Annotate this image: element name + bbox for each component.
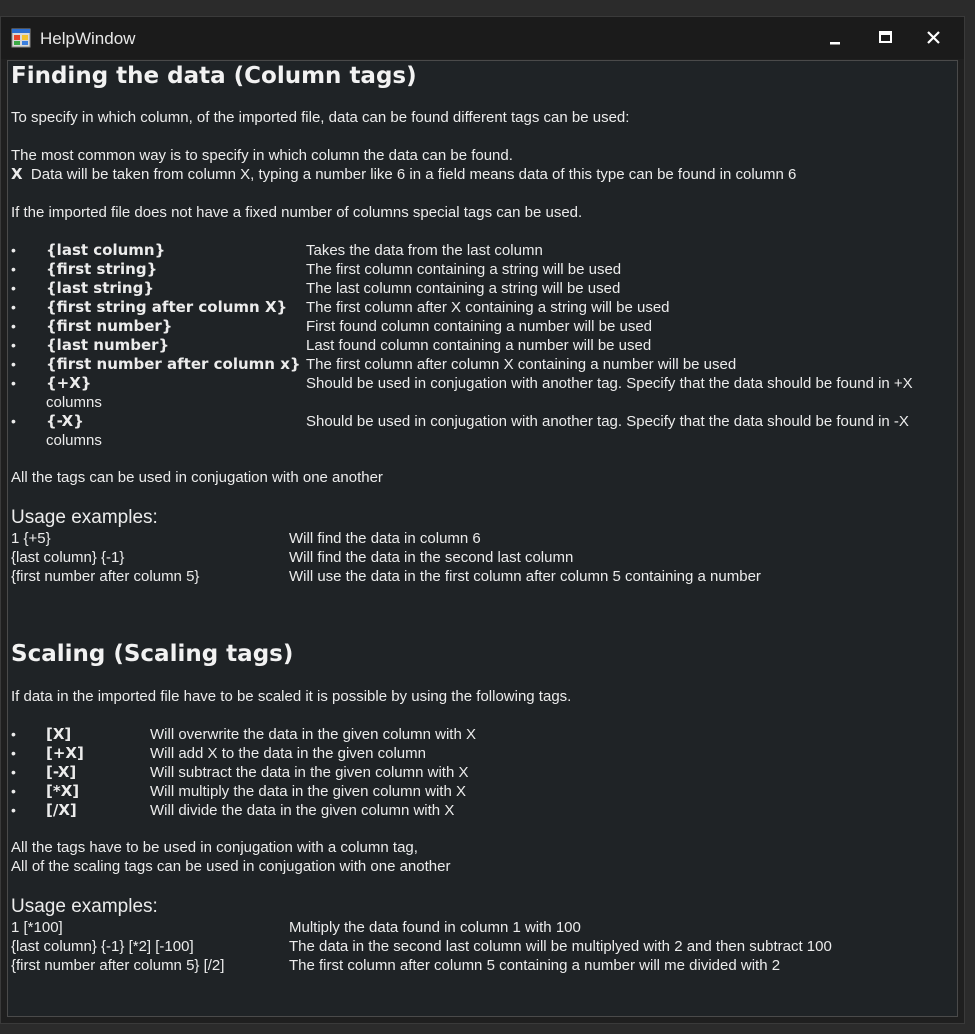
example-desc: Will find the data in column 6 (289, 530, 481, 547)
app-form-icon (11, 28, 31, 48)
scale-desc: Will overwrite the data in the given column with X (150, 726, 476, 743)
example-code: {last column} {-1} (11, 549, 125, 566)
minimize-icon[interactable] (815, 23, 855, 53)
tag-desc: The first column after X containing a string will be used (306, 299, 670, 316)
tag-name: {+X} (46, 374, 92, 392)
scale-desc: Will subtract the data in the given column with X (150, 764, 469, 781)
scale-tag: [X] (46, 725, 72, 743)
tag-name: {first string after column X} (46, 298, 288, 316)
bullet: • (11, 783, 16, 799)
scaling-note-1: All the tags have to be used in conjugation with a column tag, (11, 839, 418, 856)
example-code: {first number after column 5} (11, 568, 200, 585)
tag-desc: The first column after column X containing a number will be used (306, 356, 737, 373)
example-code: {last column} {-1} [*2] [-100] (11, 938, 194, 955)
bullet: • (11, 299, 16, 315)
close-icon[interactable] (913, 23, 953, 53)
tag-name: {first number after column x} (46, 355, 301, 373)
tag-name: {last column} (46, 241, 166, 259)
example-desc: The data in the second last column will be multiplyed with 2 and then subtract 100 (289, 938, 832, 955)
title-bar[interactable] (1, 17, 964, 59)
tag-desc: Should be used in conjugation with another tag. Specify that the data should be found in +X (306, 375, 913, 392)
example-desc: Will find the data in the second last column (289, 549, 574, 566)
scaling-note-2: All of the scaling tags can be used in conjugation with one another (11, 858, 451, 875)
bullet: • (11, 413, 16, 429)
column-usage-heading: Usage examples: (11, 507, 158, 528)
tag-desc: Takes the data from the last column (306, 242, 543, 259)
bullet: • (11, 375, 16, 391)
example-desc: Multiply the data found in column 1 with 100 (289, 919, 581, 936)
x-tag: X (11, 165, 23, 183)
column-intro: To specify in which column, of the imported file, data can be found different tags can be used: (11, 109, 630, 126)
column-conjugation-note: All the tags can be used in conjugation with one another (11, 469, 383, 486)
example-code: 1 {+5} (11, 530, 51, 547)
column-tags-heading: Finding the data (Column tags) (11, 63, 417, 89)
bullet: • (11, 280, 16, 296)
example-desc: Will use the data in the first column after column 5 containing a number (289, 568, 761, 585)
column-x-line (11, 165, 796, 184)
scale-desc: Will add X to the data in the given column (150, 745, 426, 762)
x-desc: Data will be taken from column X, typing a number like 6 in a field means data of this type can be found in column 6 (30, 166, 797, 183)
bullet: • (11, 802, 16, 818)
tag-name: {-X} (46, 412, 84, 430)
example-code: 1 [*100] (11, 919, 63, 936)
tag-desc-wrap: columns (46, 394, 102, 411)
window-title: HelpWindow (40, 29, 136, 48)
scaling-usage-heading: Usage examples: (11, 896, 158, 917)
tag-desc-wrap: columns (46, 432, 102, 449)
help-content (7, 60, 958, 1017)
maximize-icon[interactable] (865, 23, 905, 53)
scale-desc: Will multiply the data in the given column with X (150, 783, 466, 800)
scale-tag: [*X] (46, 782, 80, 800)
scale-tag: [/X] (46, 801, 77, 819)
scale-tag: [+X] (46, 744, 84, 762)
bullet: • (11, 764, 16, 780)
tag-desc: The last column containing a string will be used (306, 280, 621, 297)
bullet: • (11, 261, 16, 277)
tag-desc: Last found column containing a number will be used (306, 337, 652, 354)
example-desc: The first column after column 5 containing a number will me divided with 2 (289, 957, 781, 974)
tag-name: {last string} (46, 279, 154, 297)
bullet: • (11, 242, 16, 258)
scaling-tags-heading: Scaling (Scaling tags) (11, 641, 294, 667)
column-common-way: The most common way is to specify in which column the data can be found. (11, 147, 513, 164)
example-code: {first number after column 5} [/2] (11, 957, 225, 974)
tag-desc: First found column containing a number will be used (306, 318, 653, 335)
tag-name: {last number} (46, 336, 170, 354)
bullet: • (11, 337, 16, 353)
tag-name: {first number} (46, 317, 173, 335)
column-special-intro: If the imported file does not have a fixed number of columns special tags can be used. (11, 204, 583, 221)
bullet: • (11, 318, 16, 334)
tag-desc: Should be used in conjugation with another tag. Specify that the data should be found in -X (306, 413, 909, 430)
bullet: • (11, 726, 16, 742)
tag-desc: The first column containing a string will be used (306, 261, 622, 278)
scale-desc: Will divide the data in the given column with X (150, 802, 455, 819)
scale-tag: [-X] (46, 763, 77, 781)
scaling-intro: If data in the imported file have to be scaled it is possible by using the following tags. (11, 688, 572, 705)
tag-name: {first string} (46, 260, 158, 278)
help-window (0, 16, 965, 1024)
bullet: • (11, 745, 16, 761)
bullet: • (11, 356, 16, 372)
